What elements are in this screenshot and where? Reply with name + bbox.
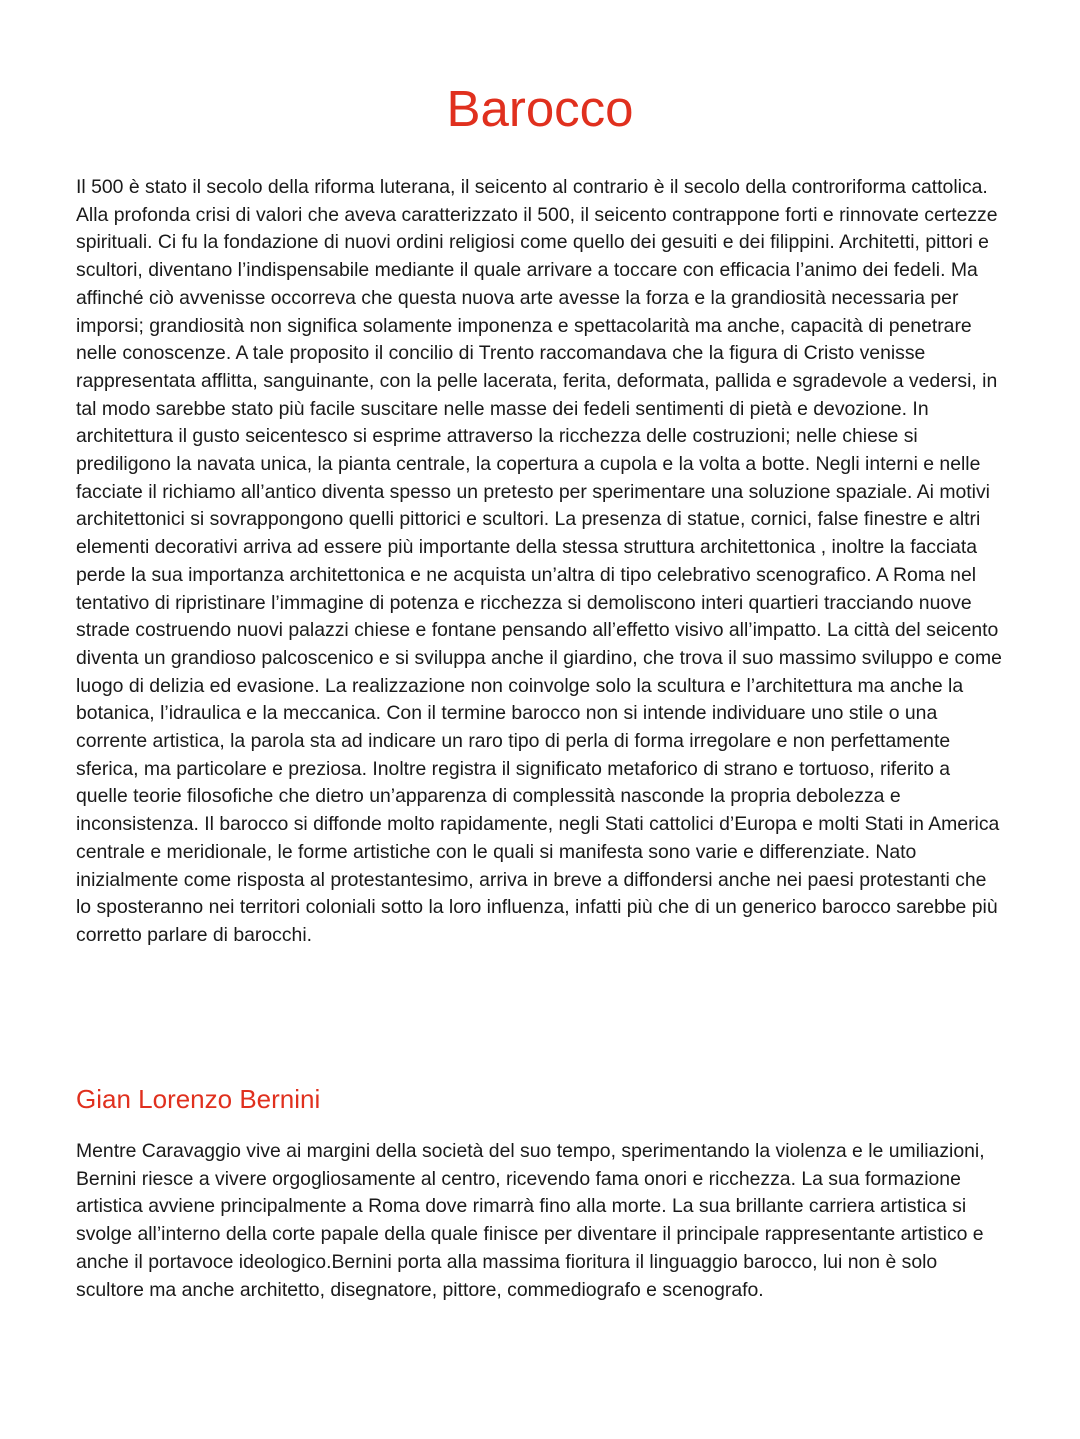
section-heading: Gian Lorenzo Bernini (76, 1084, 321, 1114)
section-paragraph: Mentre Caravaggio vive ai margini della società del suo tempo, sperimentando la violenza e le umiliazioni, Bernini riesce a vivere orgogliosamente al centro, ricevendo fama onori e ricchezza. La sua formazione artistica avviene principalmente a Roma dove rimarrà fino alla morte. La sua brillante carriera artistica si svolge all’interno della corte papale della quale finisce per diventare il principale rappresentante artistico e anche il portavoce ideologico.Bernini porta alla massima fioritura il linguaggio barocco, lui non è solo scultore ma anche architetto, disegnatore, pittore, commediografo e scenografo. (76, 1140, 985, 1301)
intro-paragraph: Il 500 è stato il secolo della riforma luterana, il seicento al contrario è il secolo della controriforma cattolica. Alla profonda crisi di valori che aveva caratterizzato il 500, il seicento contrappone forti e rinnovate certezze spirituali. Ci fu la fondazione di nuovi ordini religiosi come quello dei gesuiti e dei filippini. Architetti, pittori e scultori, diventano l’indispensabile mediante il quale arrivare a toccare con efficacia l’animo dei fedeli. Ma affinché ciò avvenisse occorreva che questa nuova arte avesse la forza e la grandiosità necessaria per imporsi; grandiosità non significa solamente imponenza e spettacolarità ma anche, capacità di penetrare nelle conoscenze. A tale proposito il concilio di Trento raccomandava che la figura di Cristo venisse rappresentata afflitta, sanguinante, con la pelle lacerata, ferita, deformata, pallida e sgradevole a vedersi, in tal modo sarebbe stato più facile suscitare nelle masse dei fedeli sentimenti di pietà e devozione. In architettura il gusto seicentesco si esprime attraverso la ricchezza delle costruzioni; nelle chiese si prediligono la navata unica, la pianta centrale, la copertura a cupola e la volta a botte. Negli interni e nelle facciate il richiamo all’antico diventa spesso un pretesto per sperimentare una soluzione spaziale. Ai motivi architettonici si sovrappongono quelli pittorici e scultori. La presenza di statue, cornici, false finestre e altri elementi decorativi arriva ad essere più importante della stessa struttura architettonica , inoltre la facciata perde la sua importanza architettonica e ne acquista un’altra di tipo celebrativo scenografico. A Roma nel tentativo di ripristinare l’immagine di potenza e ricchezza si demoliscono interi quartieri tracciando nuove strade costruendo nuovi palazzi chiese e fontane pensando all’effetto visivo all’impatto. La città del seicento diventa un grandioso palcoscenico e si sviluppa anche il giardino, che trova il suo massimo sviluppo e come luogo di delizia ed evasione. La realizzazione non coinvolge solo la scultura e l’architettura ma anche la botanica, l’idraulica e la meccanica. Con il termine barocco non si intende individuare uno stile o una corrente artistica, la parola sta ad indicare un raro tipo di perla di forma irregolare e non perfettamente sferica, ma particolare e preziosa. Inoltre registra il significato metaforico di strano e tortuoso, riferito a quelle teorie filosofiche che dietro un’apparenza di complessità nasconde la propria debolezza e inconsistenza. Il barocco si diffonde molto rapidamente, negli Stati cattolici d’Europa e molti Stati in America centrale e meridionale, le forme artistiche con le quali si manifesta sono varie e differenziate. Nato inizialmente come risposta al protestantesimo, arriva in breve a diffondersi anche nei paesi protestanti che lo sposteranno nei territori coloniali sotto la loro influenza, infatti più che di un generico barocco sarebbe più corretto parlare di barocchi. (76, 176, 1002, 946)
page-title: Barocco (446, 80, 634, 137)
